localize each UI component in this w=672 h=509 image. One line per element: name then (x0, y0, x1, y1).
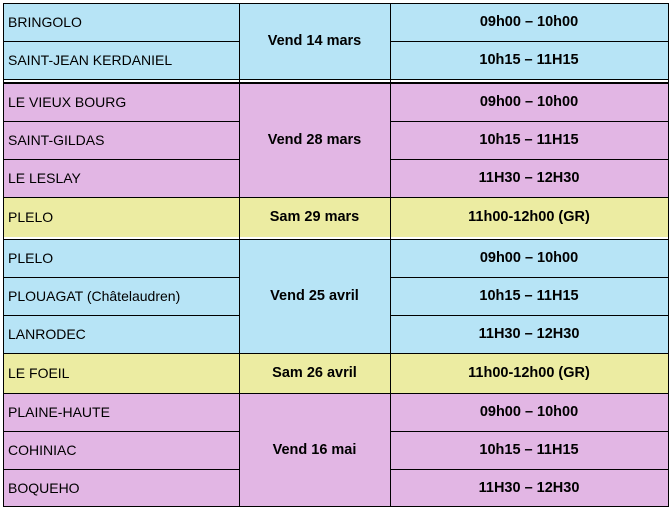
column-rule (390, 3, 391, 506)
group-divider (3, 83, 669, 84)
date-cell: Sam 26 avril (239, 353, 390, 393)
row-divider (390, 277, 669, 278)
double-rule (3, 79, 669, 83)
time-cell: 10h15 – 11H15 (390, 41, 668, 79)
group-divider (3, 393, 669, 394)
place-cell: PLELO (3, 197, 239, 237)
date-cell: Vend 16 mai (239, 393, 390, 506)
group-divider (3, 3, 669, 4)
row-divider (3, 41, 240, 42)
place-cell: LE FOEIL (3, 353, 239, 393)
time-cell: 11H30 – 12H30 (390, 315, 668, 353)
date-cell: Vend 28 mars (239, 83, 390, 197)
place-cell: LANRODEC (3, 315, 239, 353)
column-rule (3, 3, 4, 506)
column-rule (239, 3, 240, 506)
time-cell: 09h00 – 10h00 (390, 3, 668, 41)
place-cell: LE LESLAY (3, 159, 239, 197)
row-divider (3, 277, 240, 278)
time-cell: 10h15 – 11H15 (390, 431, 668, 469)
row-divider (390, 315, 669, 316)
date-cell: Sam 29 mars (239, 197, 390, 237)
time-cell: 09h00 – 10h00 (390, 393, 668, 431)
time-cell: 09h00 – 10h00 (390, 239, 668, 277)
place-cell: LE VIEUX BOURG (3, 83, 239, 121)
place-cell: COHINIAC (3, 431, 239, 469)
time-cell: 11h00-12h00 (GR) (390, 353, 668, 393)
row-divider (390, 41, 669, 42)
row-divider (3, 469, 240, 470)
time-cell: 11H30 – 12H30 (390, 469, 668, 506)
column-rule (668, 3, 669, 506)
time-cell: 10h15 – 11H15 (390, 121, 668, 159)
row-divider (3, 159, 240, 160)
place-cell: PLOUAGAT (Châtelaudren) (3, 277, 239, 315)
row-divider (390, 121, 669, 122)
row-divider (3, 121, 240, 122)
place-cell: SAINT-JEAN KERDANIEL (3, 41, 239, 79)
row-divider (390, 469, 669, 470)
group-divider (3, 197, 669, 198)
place-cell: PLAINE-HAUTE (3, 393, 239, 431)
time-cell: 09h00 – 10h00 (390, 83, 668, 121)
group-divider (3, 239, 669, 240)
time-cell: 11H30 – 12H30 (390, 159, 668, 197)
row-divider (3, 431, 240, 432)
row-divider (390, 159, 669, 160)
place-cell: SAINT-GILDAS (3, 121, 239, 159)
bottom-rule (3, 506, 669, 507)
place-cell: BOQUEHO (3, 469, 239, 506)
place-cell: PLELO (3, 239, 239, 277)
place-cell: BRINGOLO (3, 3, 239, 41)
row-divider (390, 431, 669, 432)
date-cell: Vend 14 mars (239, 3, 390, 79)
row-divider (3, 315, 240, 316)
time-cell: 10h15 – 11H15 (390, 277, 668, 315)
time-cell: 11h00-12h00 (GR) (390, 197, 668, 237)
group-divider (3, 353, 669, 354)
date-cell: Vend 25 avril (239, 239, 390, 353)
